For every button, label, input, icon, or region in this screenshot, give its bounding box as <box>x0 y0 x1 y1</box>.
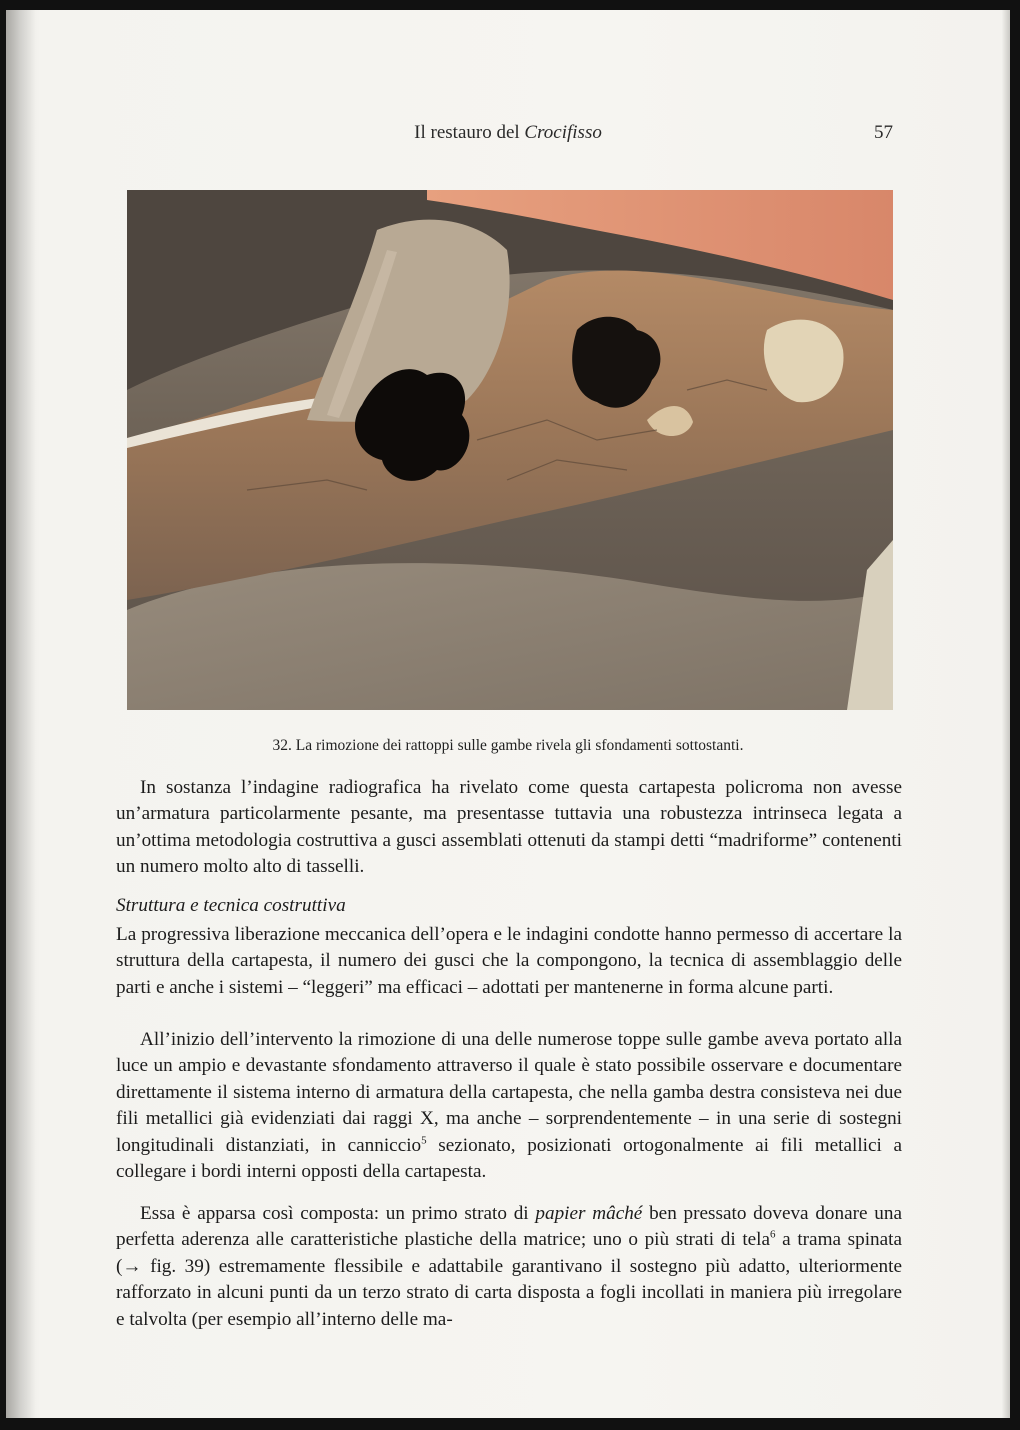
footnote-ref-5: 5 <box>421 1134 427 1147</box>
figure-photo <box>127 190 893 710</box>
footnote-ref-6: 6 <box>770 1229 776 1242</box>
paragraph-4-part-b: ben pressato doveva donare una perfetta aderenza alle caratteristiche plastiche della matrice; uno o più strati di tela <box>116 1203 902 1251</box>
paragraph-4-italic: papier mâché <box>535 1203 643 1224</box>
paragraph-2-text: La progressiva liberazione meccanica dell’opera e le indagini condotte hanno permesso di accertare la struttura della cartapesta, il numero dei gusci che la compongono, la tecnica di assemblaggio delle parti e anche i sistemi – “leggeri” ma efficaci – adottati per mantenerne in forma alcune parti. <box>116 924 902 998</box>
section-heading: Struttura e tecnica costruttiva <box>116 895 346 916</box>
book-page <box>6 10 1010 1418</box>
paragraph-3-part-a: All’inizio dell’intervento la rimozione di una delle numerose toppe sulle gambe aveva portato alla luce un ampio e devastante sfondamento attraverso il quale è stato possibile osservare e documentare direttamente il sistema interno di armatura della cartapesta, che nella gamba destra consisteva nei due fili metallici già evidenziati dai raggi X, ma anche – sorprendentemente – in una serie di sostegni longitudinali distanziati, in canniccio <box>116 1029 902 1156</box>
paragraph-2 <box>116 922 902 1001</box>
paragraph-4-part-c: a trama spinata (→ fig. 39) estremamente flessibile e adattabile garantivano il sostegno più adatto, ulteriormente rafforzato in alcuni punti da un terzo strato di carta disposta a fogli incollati in maniera più irregolare e talvolta (per esempio all’interno delle ma- <box>116 1229 902 1330</box>
paragraph-3-text <box>116 1027 902 1185</box>
running-title-italic: Crocifisso <box>524 122 602 143</box>
paragraph-4-text <box>116 1201 902 1333</box>
figure-caption: 32. La rimozione dei rattoppi sulle gambe rivela gli sfondamenti sottostanti. <box>272 737 744 754</box>
paragraph-3 <box>116 1027 902 1185</box>
paragraph-1 <box>116 775 902 881</box>
running-title <box>414 122 602 143</box>
page-number: 57 <box>874 122 893 143</box>
paragraph-4-part-a: Essa è apparsa così composta: un primo strato di <box>140 1203 536 1224</box>
paragraph-1-text: In sostanza l’indagine radiografica ha rivelato come questa cartapesta policroma non avesse un’armatura particolarmente pesante, ma presentasse tuttavia una robustezza intrinseca legata a un’ottima metodologia costruttiva a gusci assemblati ottenuti da stampi detti “madriforme” contenenti un numero molto alto di tasselli. <box>116 777 902 878</box>
running-head <box>6 122 1010 144</box>
paragraph-3-part-b: sezionato, posizionati ortogonalmente ai fili metallici a collegare i bordi interni opposti della cartapesta. <box>116 1134 903 1183</box>
gutter-shadow <box>6 10 36 1418</box>
paragraph-4 <box>116 1201 902 1333</box>
running-title-prefix: Il restauro del <box>414 122 525 143</box>
page-edge <box>1002 10 1010 1418</box>
damaged-leg-photo <box>127 190 893 710</box>
